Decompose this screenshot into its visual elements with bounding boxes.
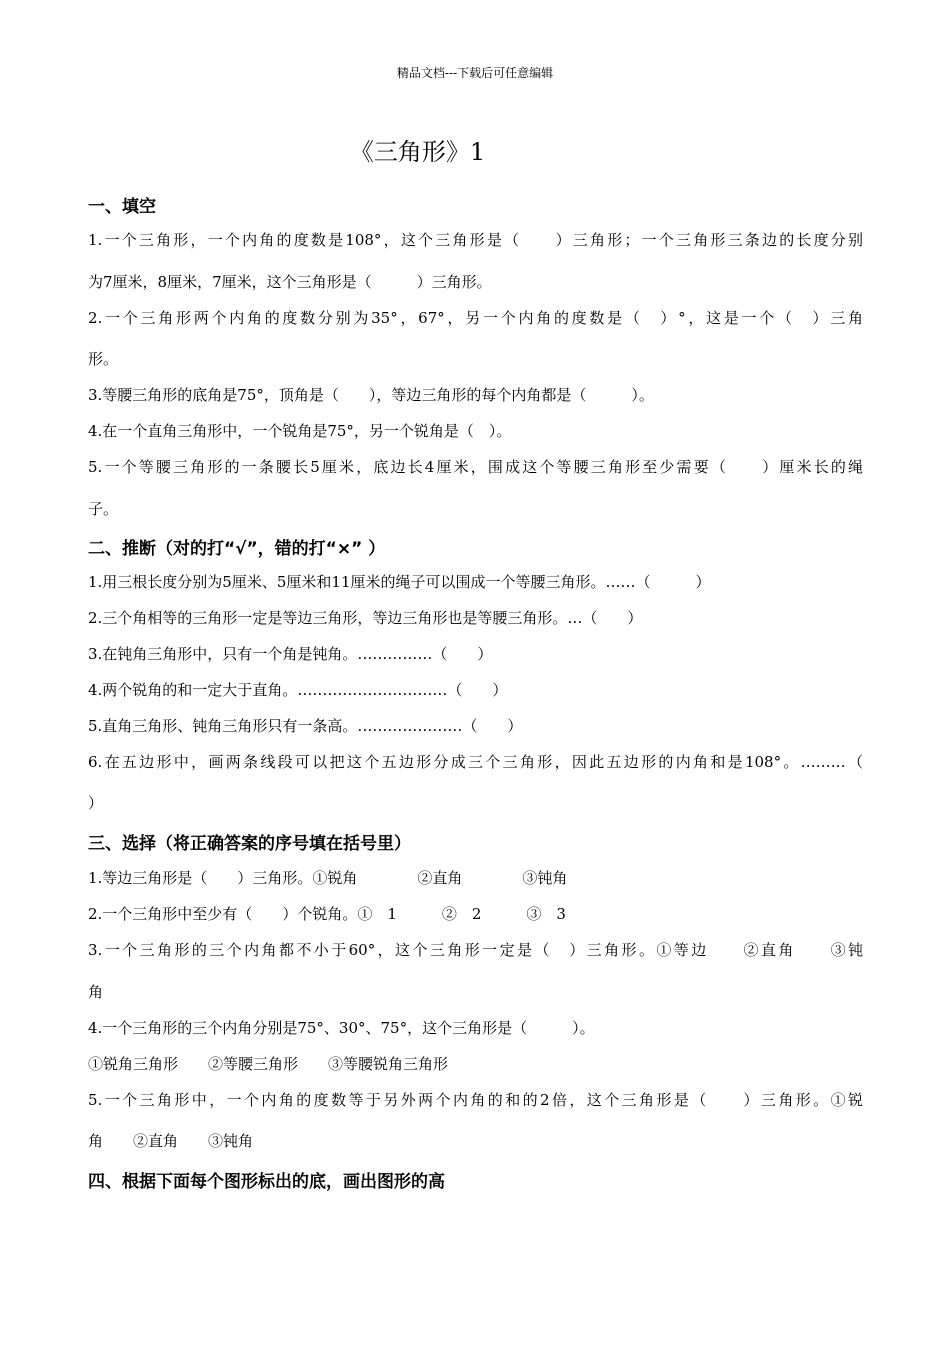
- question-line: 角: [88, 983, 104, 1001]
- question-line: 1.一个三角形，一个内角的度数是108°，这个三角形是（ ）三角形；一个三角形三条边的长度分别: [88, 231, 863, 249]
- question-line: 4.一个三角形的三个内角分别是75°、30°、75°，这个三角形是（ ）。: [88, 1019, 595, 1037]
- question-line: ①锐角三角形 ②等腰三角形 ③等腰锐角三角形: [88, 1055, 449, 1073]
- question-line: 2.三个角相等的三角形一定是等边三角形，等边三角形也是等腰三角形。…（ ）: [88, 609, 643, 627]
- section-heading-draw-height: 四、根据下面每个图形标出的底，画出图形的高: [88, 1172, 445, 1192]
- question-line: 1.等边三角形是（ ）三角形。①锐角 ②直角 ③钝角: [88, 869, 568, 887]
- question-line: 5.直角三角形、钝角三角形只有一条高。…………………（ ）: [88, 717, 523, 735]
- question-line: ）: [88, 794, 104, 812]
- question-line: 5.一个三角形中，一个内角的度数等于另外两个内角的和的2倍，这个三角形是（ ）三角形。①锐: [88, 1091, 863, 1109]
- page-title: 《三角形》1: [349, 138, 486, 166]
- section-heading-true-false: 二、推断（对的打“√”，错的打“×” ）: [88, 539, 386, 559]
- question-line: 1.用三根长度分别为5厘米、5厘米和11厘米的绳子可以围成一个等腰三角形。……（ ）: [88, 573, 711, 591]
- question-line: 形。: [88, 350, 119, 368]
- question-line: 3.在钝角三角形中，只有一个角是钝角。……………（ ）: [88, 645, 493, 663]
- question-line: 为7厘米，8厘米，7厘米，这个三角形是（ ）三角形。: [88, 273, 492, 291]
- section-heading-fill-blank: 一、填空: [88, 197, 156, 217]
- question-line: 6.在五边形中，画两条线段可以把这个五边形分成三个三角形，因此五边形的内角和是108°。………（: [88, 753, 863, 771]
- section-heading-choice: 三、选择（将正确答案的序号填在括号里）: [88, 834, 411, 854]
- question-line: 子。: [88, 500, 119, 518]
- question-line: 2.一个三角形两个内角的度数分别为35°，67°，另一个内角的度数是（ ）°，这是一个（ ）三角: [88, 309, 863, 327]
- question-line: 5.一个等腰三角形的一条腰长5厘米，底边长4厘米，围成这个等腰三角形至少需要（ ）厘米长的绳: [88, 458, 863, 476]
- question-line: 3.一个三角形的三个内角都不小于60°，这个三角形一定是（ ）三角形。①等边 ②直角 ③钝: [88, 941, 863, 959]
- question-line: 3.等腰三角形的底角是75°，顶角是（ ），等边三角形的每个内角都是（ ）。: [88, 386, 654, 404]
- question-line: 4.在一个直角三角形中，一个锐角是75°，另一个锐角是（ ）。: [88, 422, 512, 440]
- question-line: 角 ②直角 ③钝角: [88, 1132, 254, 1150]
- question-line: 4.两个锐角的和一定大于直角。…………………………（ ）: [88, 681, 508, 699]
- page-header: 精品文档---下载后可任意编辑: [396, 66, 554, 80]
- question-line: 2.一个三角形中至少有（ ）个锐角。① 1 ② 2 ③ 3: [88, 905, 566, 923]
